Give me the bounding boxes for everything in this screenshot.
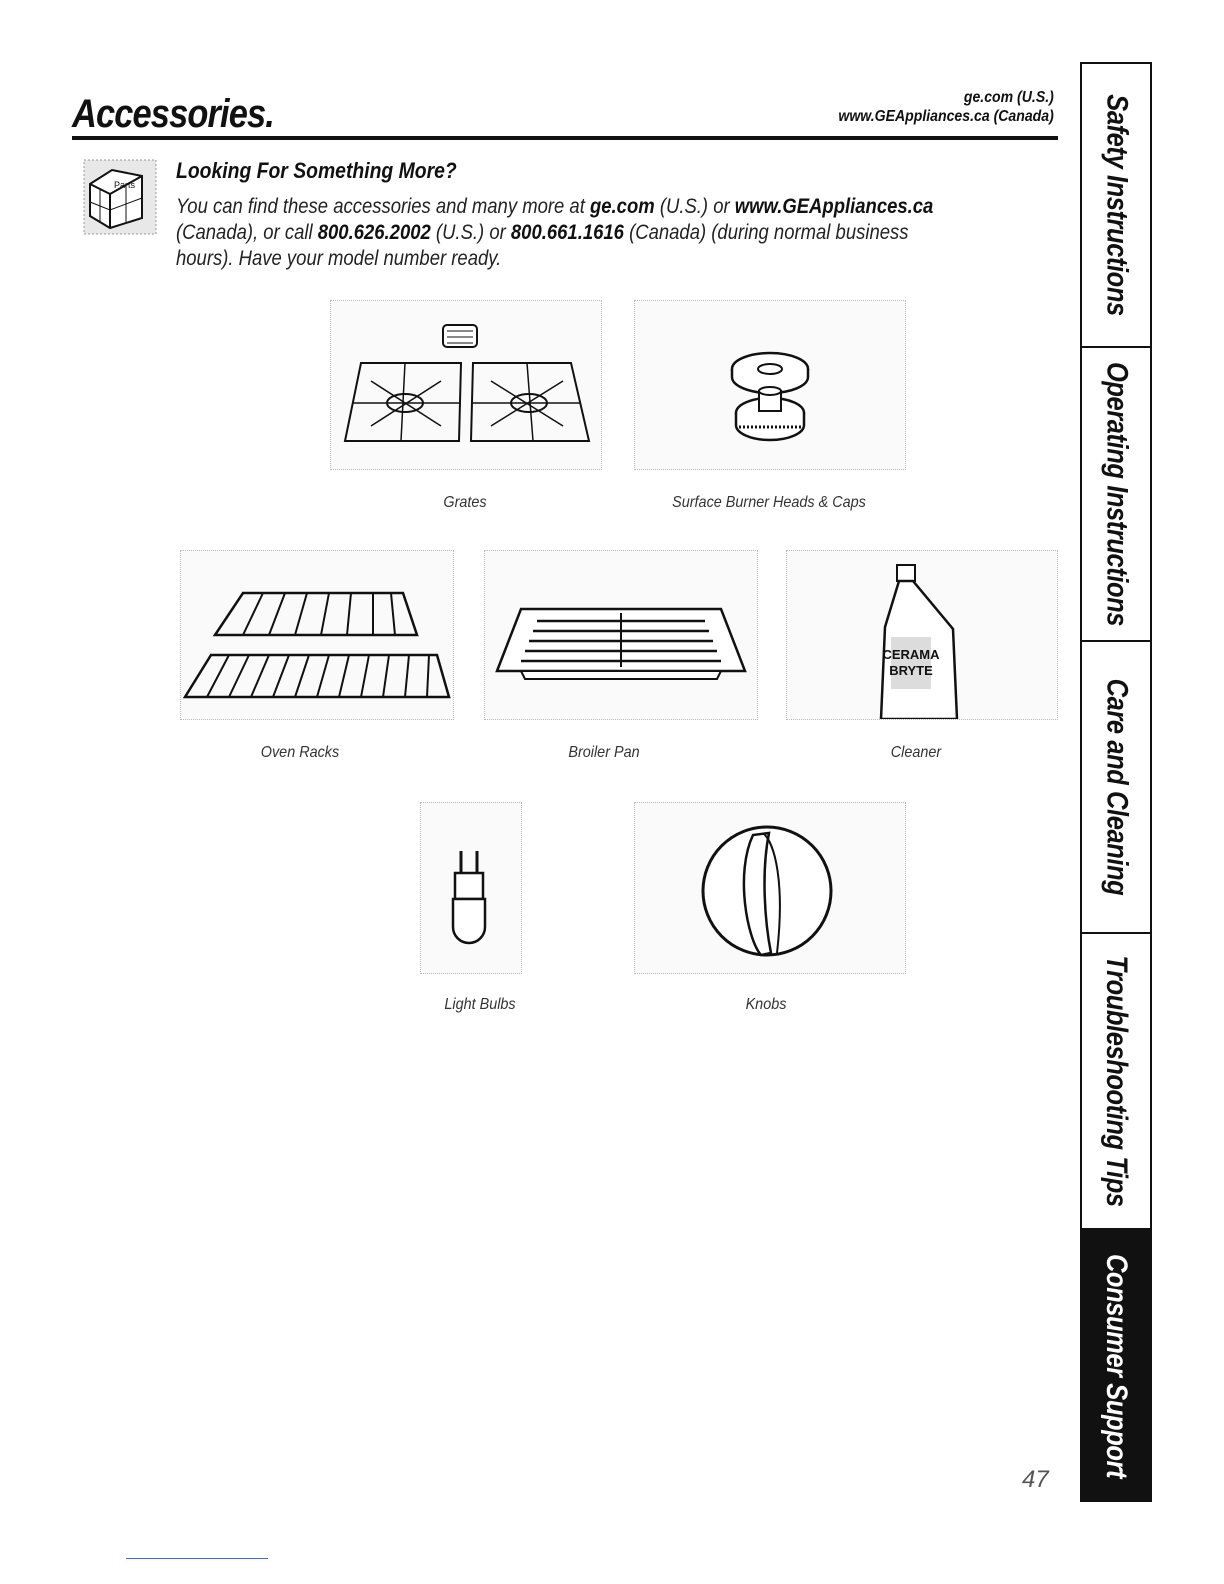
cleaner-illustration: [786, 550, 1058, 720]
accessory-label-light-bulbs: Light Bulbs: [444, 996, 516, 1013]
broiler-pan-illustration: [484, 550, 758, 720]
accessory-label-burner-heads: Surface Burner Heads & Caps: [672, 494, 866, 511]
phone-us: 800.626.2002: [317, 221, 431, 244]
site-links: [839, 88, 1054, 126]
cleaner-bottle-text-2: BRYTE: [889, 663, 933, 678]
intro-heading: Looking For Something More?: [176, 158, 457, 183]
page-number: 47: [1022, 1466, 1049, 1493]
page-title: Accessories.: [72, 92, 274, 136]
intro-line2-post: (Canada) (during normal business: [623, 221, 909, 244]
accessory-label-knobs: Knobs: [745, 996, 787, 1013]
parts-icon-label: Parts: [114, 180, 136, 190]
section-tabs: [1080, 62, 1152, 1502]
grates-illustration: [330, 300, 602, 470]
tab-label: Operating Instructions: [1100, 361, 1134, 627]
geappliances-link[interactable]: www.GEAppliances.ca: [734, 195, 934, 218]
intro-text: [176, 194, 968, 272]
intro-line2-pre: (Canada), or call: [176, 221, 318, 244]
site-ca-link[interactable]: www.GEAppliances.ca (Canada): [838, 108, 1054, 125]
header-rule: [72, 136, 1058, 140]
accessory-label-oven-racks: Oven Racks: [260, 744, 340, 761]
tab-label: Care and Cleaning: [1100, 678, 1133, 896]
footer-rule: [126, 1558, 268, 1559]
tab-label: Consumer Support: [1100, 1253, 1134, 1479]
tab-label: Troubleshooting Tips: [1100, 955, 1133, 1207]
tab-care-and-cleaning[interactable]: [1082, 642, 1150, 934]
knob-illustration: [634, 802, 906, 974]
tab-label: Safety Instructions: [1100, 94, 1133, 316]
oven-racks-illustration: [180, 550, 454, 720]
intro-line2-mid: (U.S.) or: [430, 221, 511, 244]
tab-consumer-support[interactable]: [1082, 1230, 1150, 1502]
light-bulb-illustration: [420, 802, 522, 974]
cleaner-bottle-text-1: CERAMA: [882, 647, 940, 662]
intro-line1-mid: (U.S.) or: [654, 195, 735, 218]
ge-link[interactable]: ge.com: [589, 195, 655, 218]
intro-line3: hours). Have your model number ready.: [176, 247, 502, 270]
intro-line1-pre: You can find these accessories and many more at: [176, 195, 590, 218]
burner-heads-illustration: [634, 300, 906, 470]
accessory-label-broiler-pan: Broiler Pan: [568, 744, 640, 761]
accessory-label-cleaner: Cleaner: [890, 744, 942, 761]
tab-troubleshooting-tips[interactable]: [1082, 934, 1150, 1230]
parts-box-icon: [80, 156, 160, 238]
phone-ca: 800.661.1616: [510, 221, 624, 244]
tab-operating-instructions[interactable]: [1082, 348, 1150, 642]
site-us-link[interactable]: ge.com (U.S.): [964, 89, 1054, 106]
tab-safety-instructions[interactable]: [1082, 64, 1150, 348]
accessory-label-grates: Grates: [443, 494, 487, 511]
